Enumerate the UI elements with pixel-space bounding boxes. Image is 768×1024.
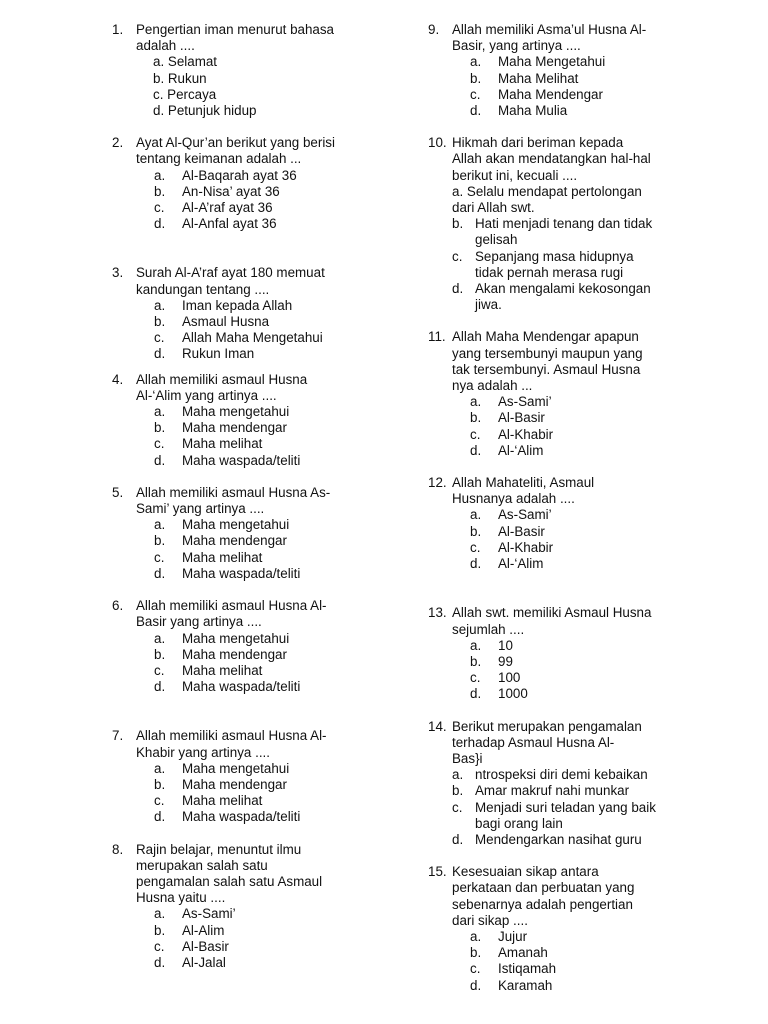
answer-option	[428, 281, 678, 313]
answer-option	[112, 793, 362, 809]
option-letter: d.	[154, 346, 166, 362]
answer-options	[112, 631, 362, 696]
option-letter: a.	[154, 760, 166, 776]
option-text: As-Sami’	[498, 394, 552, 410]
question-item	[112, 372, 362, 469]
option-letter: d.	[154, 216, 166, 232]
question-stem	[428, 329, 678, 394]
question-text: Allah memiliki Asma’ul Husna Al- Basir, yang artinya ....	[452, 22, 647, 54]
answer-option	[428, 654, 678, 670]
option-letter: d.	[452, 831, 464, 847]
answer-option	[428, 929, 678, 945]
option-text: 99	[498, 653, 513, 669]
question-item	[112, 485, 362, 582]
option-letter: b.	[154, 646, 166, 662]
question-text: Surah Al-A’raf ayat 180 memuat kandungan tentang ....	[136, 265, 325, 297]
question-text: Allah Maha Mendengar apapun yang tersembunyi maupun yang tak tersembunyi. Asmaul Husna nya adalah ...	[452, 329, 643, 394]
answer-option	[428, 800, 678, 832]
option-letter: b.	[154, 922, 166, 938]
option-letter: c.	[154, 793, 165, 809]
answer-option	[428, 443, 678, 459]
question-number: 4.	[112, 371, 124, 387]
option-letter: c.	[154, 662, 165, 678]
option-letter: b.	[470, 945, 482, 961]
question-number: 3.	[112, 265, 124, 281]
option-text: 10	[498, 637, 513, 653]
answer-options	[428, 929, 678, 994]
option-text: Maha mendengar	[182, 646, 287, 662]
option-letter: a.	[154, 906, 166, 922]
question-number: 9.	[428, 22, 440, 37]
option-letter: b.	[452, 216, 464, 232]
option-text: Al-Basir	[498, 410, 545, 426]
option-text: Iman kepada Allah	[182, 297, 293, 313]
question-stem	[428, 864, 678, 929]
option-text: Al-Alim	[182, 922, 225, 938]
option-letter: c.	[470, 670, 481, 686]
answer-option	[428, 249, 678, 281]
option-letter: c.	[470, 426, 481, 442]
question-stem	[112, 372, 362, 404]
answer-option	[428, 832, 678, 848]
option-letter: a.	[154, 404, 166, 420]
question-number: 15.	[428, 864, 447, 880]
option-letter: c.	[154, 549, 165, 565]
question-item	[428, 475, 678, 572]
option-letter: b.	[154, 420, 166, 436]
question-text: Hikmah dari beriman kepada Allah akan mendatangkan hal-hal berikut ini, kecuali ....	[452, 135, 651, 183]
option-text: Maha mengetahui	[182, 760, 290, 776]
option-text: Maha waspada/teliti	[182, 452, 301, 468]
answer-option	[428, 767, 678, 783]
option-text: Maha mendengar	[182, 776, 287, 792]
answer-option	[112, 71, 362, 87]
answer-option	[428, 783, 678, 799]
answer-option	[112, 453, 362, 469]
answer-option	[112, 200, 362, 216]
answer-option	[428, 978, 678, 994]
answer-option	[112, 550, 362, 566]
answer-option	[428, 686, 678, 702]
answer-option	[112, 216, 362, 232]
option-text: Sepanjang masa hidupnya tidak pernah merasa rugi	[475, 248, 634, 280]
answer-option	[428, 216, 678, 248]
option-letter: a.	[470, 928, 482, 944]
option-letter: d.	[470, 442, 482, 458]
option-letter: b.	[154, 314, 166, 330]
question-stem	[428, 475, 678, 507]
answer-option	[428, 670, 678, 686]
question-text: Berikut merupakan pengamalan terhadap Asmaul Husna Al- Bas}i	[452, 718, 642, 766]
answer-option	[428, 507, 678, 523]
answer-option	[112, 436, 362, 452]
answer-option	[112, 533, 362, 549]
left-column	[112, 22, 362, 971]
option-text: a. Selalu mendapat pertolongan dari Allah swt.	[452, 183, 642, 216]
option-text: Al-Baqarah ayat 36	[182, 167, 297, 183]
option-letter: d.	[154, 565, 166, 581]
question-item	[428, 22, 678, 119]
answer-options	[112, 761, 362, 826]
answer-option	[112, 631, 362, 647]
option-text: Al-Anfal ayat 36	[182, 216, 277, 232]
answer-option	[112, 647, 362, 663]
question-number: 8.	[112, 841, 124, 857]
answer-option	[112, 517, 362, 533]
option-text: Maha melihat	[182, 436, 263, 452]
answer-option	[112, 103, 362, 119]
option-letter: b.	[154, 183, 166, 199]
option-text: Maha mendengar	[182, 533, 287, 549]
question-item	[112, 598, 362, 695]
option-letter: c.	[470, 539, 481, 555]
question-text: Allah memiliki asmaul Husna As- Sami’ yang artinya ....	[136, 484, 331, 517]
answer-options	[112, 517, 362, 582]
question-item	[112, 135, 362, 232]
option-text: Akan mengalami kekosongan jiwa.	[475, 281, 651, 313]
option-text: Allah Maha Mengetahui	[182, 330, 323, 346]
option-text: Jujur	[498, 928, 528, 944]
option-letter: d.	[154, 954, 166, 970]
question-item	[428, 719, 678, 849]
answer-options	[112, 298, 362, 363]
question-number: 5.	[112, 484, 124, 500]
option-text: Maha waspada/teliti	[182, 565, 301, 581]
option-letter: d.	[154, 452, 166, 468]
option-text: An-Nisa’ ayat 36	[182, 183, 280, 199]
option-letter: b.	[452, 783, 464, 799]
answer-option	[428, 394, 678, 410]
option-text: Amanah	[498, 945, 548, 961]
answer-option	[112, 777, 362, 793]
answer-option	[112, 298, 362, 314]
option-text: As-Sami’	[182, 906, 236, 922]
option-text: b. Rukun	[153, 70, 207, 86]
answer-option	[112, 809, 362, 825]
option-text: Maha mengetahui	[182, 517, 290, 533]
option-text: Al-Basir	[498, 523, 545, 539]
answer-options	[428, 767, 678, 848]
option-text: Istiqamah	[498, 961, 557, 977]
option-letter: c.	[452, 248, 463, 264]
option-letter: d.	[470, 556, 482, 572]
option-letter: d.	[470, 103, 482, 119]
option-letter: c.	[154, 436, 165, 452]
answer-options	[428, 184, 678, 314]
right-column	[428, 22, 678, 994]
question-stem	[112, 485, 362, 517]
option-letter: a.	[154, 517, 166, 533]
option-letter: b.	[154, 776, 166, 792]
answer-option	[428, 540, 678, 556]
option-letter: c.	[154, 938, 165, 954]
answer-option	[112, 679, 362, 695]
option-text: Al-A’raf ayat 36	[182, 200, 273, 216]
answer-options	[112, 404, 362, 469]
question-stem	[112, 728, 362, 760]
answer-option	[112, 314, 362, 330]
question-text: Ayat Al-Qur’an berikut yang berisi tentang keimanan adalah ...	[136, 135, 335, 167]
option-letter: a.	[154, 167, 166, 183]
answer-option	[112, 566, 362, 582]
option-text: 1000	[498, 686, 528, 702]
question-number: 14.	[428, 718, 447, 734]
answer-option	[112, 87, 362, 103]
option-letter: c.	[154, 330, 165, 346]
answer-option	[112, 54, 362, 70]
option-text: Maha Mengetahui	[498, 54, 606, 70]
question-stem	[428, 719, 678, 768]
option-text: Maha melihat	[182, 793, 263, 809]
option-letter: c.	[470, 86, 481, 102]
option-text: Hati menjadi tenang dan tidak gelisah	[475, 216, 653, 248]
option-text: Al-Basir	[182, 938, 229, 954]
question-stem	[428, 135, 678, 184]
question-stem	[112, 265, 362, 297]
question-item	[112, 728, 362, 825]
option-text: Maha Mulia	[498, 103, 568, 119]
option-letter: d.	[154, 679, 166, 695]
option-text: Menjadi suri teladan yang baik bagi orang lain	[475, 799, 656, 831]
option-text: a. Selamat	[153, 54, 218, 70]
answer-option	[428, 524, 678, 540]
option-letter: a.	[154, 297, 166, 313]
question-text: Allah swt. memiliki Asmaul Husna sejumlah ....	[452, 605, 652, 637]
answer-option	[112, 168, 362, 184]
answer-options	[112, 168, 362, 233]
answer-option	[428, 103, 678, 119]
answer-option	[112, 404, 362, 420]
option-text: Maha Mendengar	[498, 86, 603, 102]
question-number: 12.	[428, 475, 447, 491]
option-text: c. Percaya	[153, 86, 217, 102]
answer-option	[428, 961, 678, 977]
answer-option	[112, 346, 362, 362]
option-letter: b.	[470, 70, 482, 86]
question-item	[428, 329, 678, 459]
option-text: Al-‘Alim	[498, 556, 544, 572]
option-text: Maha waspada/teliti	[182, 809, 301, 825]
question-stem	[112, 135, 362, 167]
answer-option	[112, 420, 362, 436]
question-item	[112, 265, 362, 362]
answer-options	[112, 54, 362, 119]
option-text: Rukun Iman	[182, 346, 255, 362]
answer-option	[112, 184, 362, 200]
answer-option	[112, 761, 362, 777]
answer-options	[428, 507, 678, 572]
question-text: Kesesuaian sikap antara perkataan dan perbuatan yang sebenarnya adalah pengertian dari sikap ....	[452, 864, 635, 928]
option-letter: b.	[154, 533, 166, 549]
question-text: Rajin belajar, menuntut ilmu merupakan salah satu pengamalan salah satu Asmaul Husna yaitu ....	[136, 841, 323, 906]
option-letter: a.	[470, 507, 482, 523]
question-item	[112, 22, 362, 119]
option-letter: c.	[470, 961, 481, 977]
answer-options	[428, 54, 678, 119]
question-text: Allah Mahateliti, Asmaul Husnanya adalah ....	[452, 475, 595, 507]
option-letter: d.	[470, 686, 482, 702]
question-number: 6.	[112, 598, 124, 614]
option-text: Maha mengetahui	[182, 404, 290, 420]
option-letter: d.	[470, 977, 482, 993]
option-letter: a.	[470, 394, 482, 410]
question-item	[428, 864, 678, 994]
option-text: ntrospeksi diri demi kebaikan	[475, 767, 648, 783]
question-stem	[112, 842, 362, 907]
option-text: Maha waspada/teliti	[182, 679, 301, 695]
option-letter: b.	[470, 410, 482, 426]
option-text: Maha melihat	[182, 549, 263, 565]
option-text: Karamah	[498, 977, 553, 993]
option-text: Al-Jalal	[182, 954, 226, 970]
question-text: Allah memiliki asmaul Husna Al- Khabir yang artinya ....	[136, 728, 327, 760]
option-text: Al-‘Alim	[498, 442, 544, 458]
option-text: Asmaul Husna	[182, 314, 270, 330]
option-text: d. Petunjuk hidup	[153, 103, 257, 119]
option-letter: a.	[470, 637, 482, 653]
question-number: 11.	[428, 329, 446, 345]
option-letter: d.	[452, 281, 464, 297]
answer-option	[428, 638, 678, 654]
answer-option	[112, 955, 362, 971]
answer-option	[428, 427, 678, 443]
question-number: 7.	[112, 728, 124, 744]
option-letter: d.	[154, 809, 166, 825]
option-text: Maha mendengar	[182, 420, 287, 436]
answer-option	[428, 87, 678, 103]
question-text: Allah memiliki asmaul Husna Al-‘Alim yang artinya ....	[136, 371, 308, 403]
option-letter: a.	[452, 767, 464, 783]
option-letter: b.	[470, 653, 482, 669]
answer-option	[428, 184, 678, 216]
answer-options	[428, 394, 678, 459]
question-number: 2.	[112, 135, 124, 151]
option-text: Al-Khabir	[498, 426, 554, 442]
option-text: Mendengarkan nasihat guru	[475, 831, 642, 847]
answer-option	[112, 939, 362, 955]
option-text: Maha Melihat	[498, 70, 579, 86]
question-item	[112, 842, 362, 972]
option-text: Maha mengetahui	[182, 630, 290, 646]
option-letter: c.	[452, 799, 463, 815]
answer-option	[112, 663, 362, 679]
option-text: Al-Khabir	[498, 539, 554, 555]
question-number: 13.	[428, 605, 447, 621]
option-letter: a.	[470, 54, 482, 70]
option-text: 100	[498, 670, 521, 686]
question-stem	[428, 22, 678, 54]
option-letter: a.	[154, 630, 166, 646]
question-text: Allah memiliki asmaul Husna Al- Basir yang artinya ....	[136, 598, 327, 630]
question-text: Pengertian iman menurut bahasa adalah ....	[136, 22, 335, 54]
answer-options	[112, 906, 362, 971]
option-text: As-Sami’	[498, 507, 552, 523]
question-stem	[112, 22, 362, 54]
question-item	[428, 605, 678, 702]
answer-option	[428, 556, 678, 572]
question-stem	[428, 605, 678, 637]
question-item	[428, 135, 678, 313]
answer-option	[428, 71, 678, 87]
answer-option	[112, 330, 362, 346]
answer-option	[428, 54, 678, 70]
option-letter: b.	[470, 523, 482, 539]
option-letter: c.	[154, 200, 165, 216]
option-text: Maha melihat	[182, 662, 263, 678]
question-number: 10.	[428, 135, 447, 151]
answer-option	[428, 410, 678, 426]
option-text: Amar makruf nahi munkar	[475, 783, 630, 799]
answer-option	[428, 945, 678, 961]
question-stem	[112, 598, 362, 630]
answer-options	[428, 638, 678, 703]
answer-option	[112, 906, 362, 922]
answer-option	[112, 923, 362, 939]
question-number: 1.	[112, 22, 124, 37]
